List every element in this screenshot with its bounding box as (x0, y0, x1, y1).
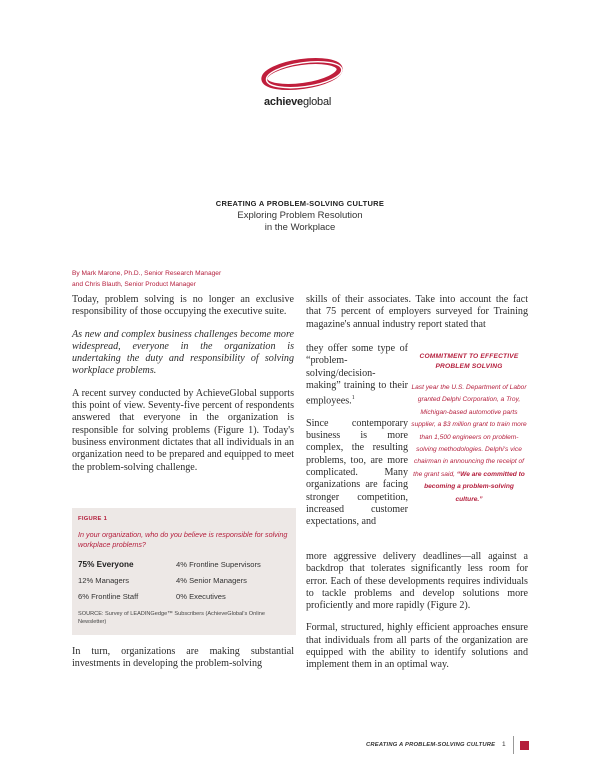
title-block (150, 199, 450, 234)
footer-divider (513, 736, 514, 754)
figure-row: 6% Frontline Staff 0% Executives (78, 592, 226, 601)
author-byline: By Mark Marone, Ph.D., Senior Research Manager and Chris Blauth, Senior Product Manager (72, 270, 222, 288)
sidebar-callout (410, 352, 528, 506)
callout-heading: COMMITMENT TO EFFECTIVE PROBLEM SOLVING (419, 353, 519, 370)
logo-swoosh-icon (252, 54, 348, 98)
paragraph: A recent survey conducted by AchieveGlobal supports this point of view. Seventy-five percent of respondents answered that everyone in the organization is responsible for solving problems (Figure 1). Today's business environment dictates that all individuals in an organization need to be prepared and equipped to meet the problem-solving challenge. (72, 387, 294, 473)
footer-square-icon (520, 741, 529, 750)
page-number: 1 (502, 741, 506, 748)
figure-row: 75% Everyone 4% Frontline Supervisors (78, 560, 261, 569)
paragraph: In turn, organizations are making substantial investments in developing the problem-solving (72, 646, 294, 670)
logo-wordmark: achieveglobal (264, 96, 332, 108)
footnote-mark: 1 (351, 395, 355, 402)
page-title: CREATING A PROBLEM-SOLVING CULTURE (215, 199, 385, 208)
figure-source: SOURCE: Survey of LEADINGedge™ Subscribers (AchieveGlobal's Online Newsletter) (78, 611, 265, 625)
paragraph: Today, problem solving is no longer an exclusive responsibility of those occupying the executive suite. (72, 294, 294, 318)
paragraph: Since contemporary business is more complex, the resulting problems, too, are more complicated. Many organizations are facing stronger competition, increased customer expectations, and (306, 417, 408, 528)
pull-paragraph: As new and complex business challenges become more widespread, everyone in the organization is undertaking the duty and responsibility of solving workplace problems. (72, 328, 294, 377)
figure-question: In your organization, who do you believe is responsible for solving workplace problems? (78, 530, 288, 549)
right-column-bottom (306, 551, 528, 682)
paragraph: they offer some type of “problem-solving/decision-making” training to their employees.$^1$ (306, 343, 408, 407)
achieveglobal-logo (252, 54, 348, 118)
figure-1-box (72, 508, 296, 635)
callout-quote: “We are committed to becoming a problem-solving culture.” (424, 470, 525, 503)
footer-title: CREATING A PROBLEM-SOLVING CULTURE (366, 742, 496, 748)
figure-label: FIGURE 1 (78, 516, 108, 522)
callout-body: Last year the U.S. Department of Labor granted Delphi Corporation, a Troy, Michigan-based automotive parts supplier, a $3 million grant to train more than 1,500 engineers on problem-solving methodologies. Delphi's vice chairman in announcing the receipt of the grant said, “We are committed to becoming a problem-solving culture.” (411, 384, 527, 503)
paragraph: more aggressive delivery deadlines—all against a backdrop that tolerates significantly less room for error. Each of these developments requires individuals to tackle problems and develop solutions more proficiently and more rapidly (Figure 2). (306, 551, 528, 612)
page-subtitle: Exploring Problem Resolution in the Workplace (237, 210, 363, 233)
narrow-column (306, 343, 408, 539)
left-column (72, 294, 294, 484)
figure-row: 12% Managers 4% Senior Managers (78, 576, 247, 585)
paragraph: Formal, structured, highly efficient approaches ensure that individuals from all parts of the organization are equipped with the ability to identify solutions and implement them in an optimal way. (306, 622, 528, 671)
paragraph: skills of their associates. Take into account the fact that 75 percent of employers surveyed for Training magazine's annual industry report stated that (306, 294, 528, 330)
